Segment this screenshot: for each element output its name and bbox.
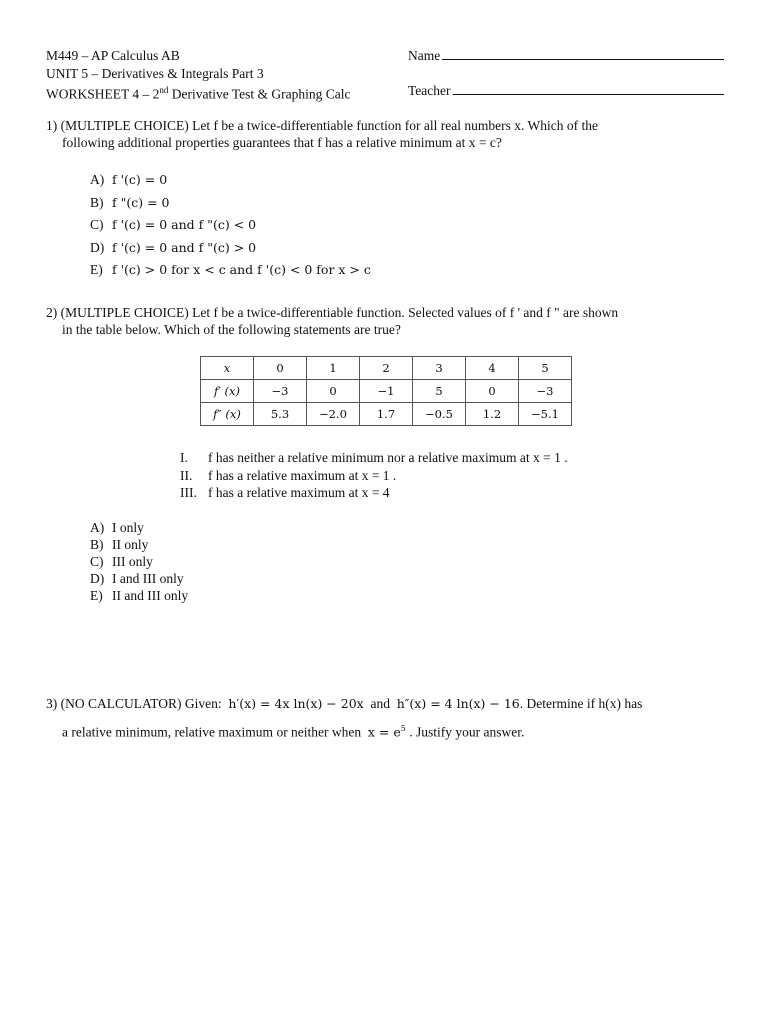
q3-h-double-prime: h″(x) = 4 ln(x) − 16 (396, 696, 520, 711)
table-cell: −3 (254, 380, 307, 403)
q2-option-b[interactable]: B) II only (90, 537, 149, 552)
q2-option-d[interactable]: D) I and III only (90, 571, 184, 586)
course-title: M449 – AP Calculus AB (46, 48, 180, 63)
q1-line2: following additional properties guarantees that f has a relative minimum at x = c? (62, 135, 502, 150)
table-cell: −3 (519, 380, 572, 403)
table-cell: −1 (360, 380, 413, 403)
teacher-blank[interactable] (453, 82, 724, 95)
name-field[interactable] (408, 47, 724, 65)
name-blank[interactable] (442, 47, 724, 60)
q2-options (90, 519, 188, 604)
table-cell: 0 (307, 380, 360, 403)
table-cell: 5 (519, 357, 572, 380)
header-info (46, 47, 351, 103)
q2-line1: 2) (MULTIPLE CHOICE) Let f be a twice-differentiable function. Selected values of f ' and f " are shown (46, 305, 619, 320)
q2-option-c[interactable]: C) III only (90, 554, 153, 569)
q2-line2: in the table below. Which of the following statements are true? (62, 322, 401, 337)
teacher-field[interactable] (408, 82, 724, 100)
question-2 (46, 304, 726, 338)
table-cell: 2 (360, 357, 413, 380)
table-cell: 1.7 (360, 403, 413, 426)
q1-option-e[interactable]: E) f '(c) > 0 for x < c and f '(c) < 0 for x > c (90, 262, 371, 277)
worksheet-title: WORKSHEET 4 – 2nd Derivative Test & Graphing Calc (46, 85, 351, 102)
q3-x-eq: x = e (367, 724, 401, 740)
question-3 (46, 695, 642, 712)
table-cell: −0.5 (413, 403, 466, 426)
table-cell: −5.1 (519, 403, 572, 426)
q3-prefix: 3) (NO CALCULATOR) Given: (46, 696, 222, 711)
table-cell: 1 (307, 357, 360, 380)
q3-line2-b: . Justify your answer. (409, 724, 525, 740)
q1-option-c[interactable]: C) f '(c) = 0 and f "(c) < 0 (90, 217, 257, 232)
table-cell: f′ (x) (201, 380, 254, 403)
q1-line1: 1) (MULTIPLE CHOICE) Let f be a twice-differentiable function for all real numbers x. Which of the (46, 118, 598, 133)
header-fields (408, 47, 724, 100)
table-row (201, 403, 572, 426)
q3-line2-a: a relative minimum, relative maximum or neither when (62, 724, 362, 740)
unit-title: UNIT 5 – Derivatives & Integrals Part 3 (46, 65, 264, 81)
q2-statements (180, 449, 568, 502)
table-row (201, 357, 572, 380)
teacher-label: Teacher (408, 83, 451, 98)
name-label: Name (408, 48, 441, 63)
q3-h-prime: h′(x) = 4x ln(x) − 20x (228, 696, 364, 711)
q1-options (90, 169, 371, 282)
q2-option-a[interactable]: A) I only (90, 520, 144, 535)
q3-exponent: 5 (400, 724, 406, 733)
question-3-line2 (62, 720, 524, 741)
table-cell: 5.3 (254, 403, 307, 426)
statement-2: II. f has a relative maximum at x = 1 . (180, 467, 397, 483)
q3-and: and (370, 696, 390, 711)
table-cell: 4 (466, 357, 519, 380)
q3-tail: . Determine if h(x) has (519, 696, 643, 711)
q2-option-e[interactable]: E) II and III only (90, 588, 189, 603)
table-cell: 5 (413, 380, 466, 403)
table-cell: −2.0 (307, 403, 360, 426)
table-cell: 3 (413, 357, 466, 380)
statement-1: I. f has neither a relative minimum nor a relative maximum at x = 1 . (180, 450, 568, 465)
table-cell: 1.2 (466, 403, 519, 426)
table-cell: f″ (x) (201, 403, 254, 426)
table-cell: x (201, 357, 254, 380)
q1-option-d[interactable]: D) f '(c) = 0 and f "(c) > 0 (90, 239, 257, 255)
table-row (201, 380, 572, 403)
question-1 (46, 117, 726, 151)
q1-option-a[interactable]: A) f '(c) = 0 (90, 172, 168, 187)
q1-option-b[interactable]: B) f "(c) = 0 (90, 194, 170, 210)
table-cell: 0 (254, 357, 307, 380)
values-table (200, 356, 572, 426)
statement-3: III. f has a relative maximum at x = 4 (180, 485, 390, 500)
table-cell: 0 (466, 380, 519, 403)
